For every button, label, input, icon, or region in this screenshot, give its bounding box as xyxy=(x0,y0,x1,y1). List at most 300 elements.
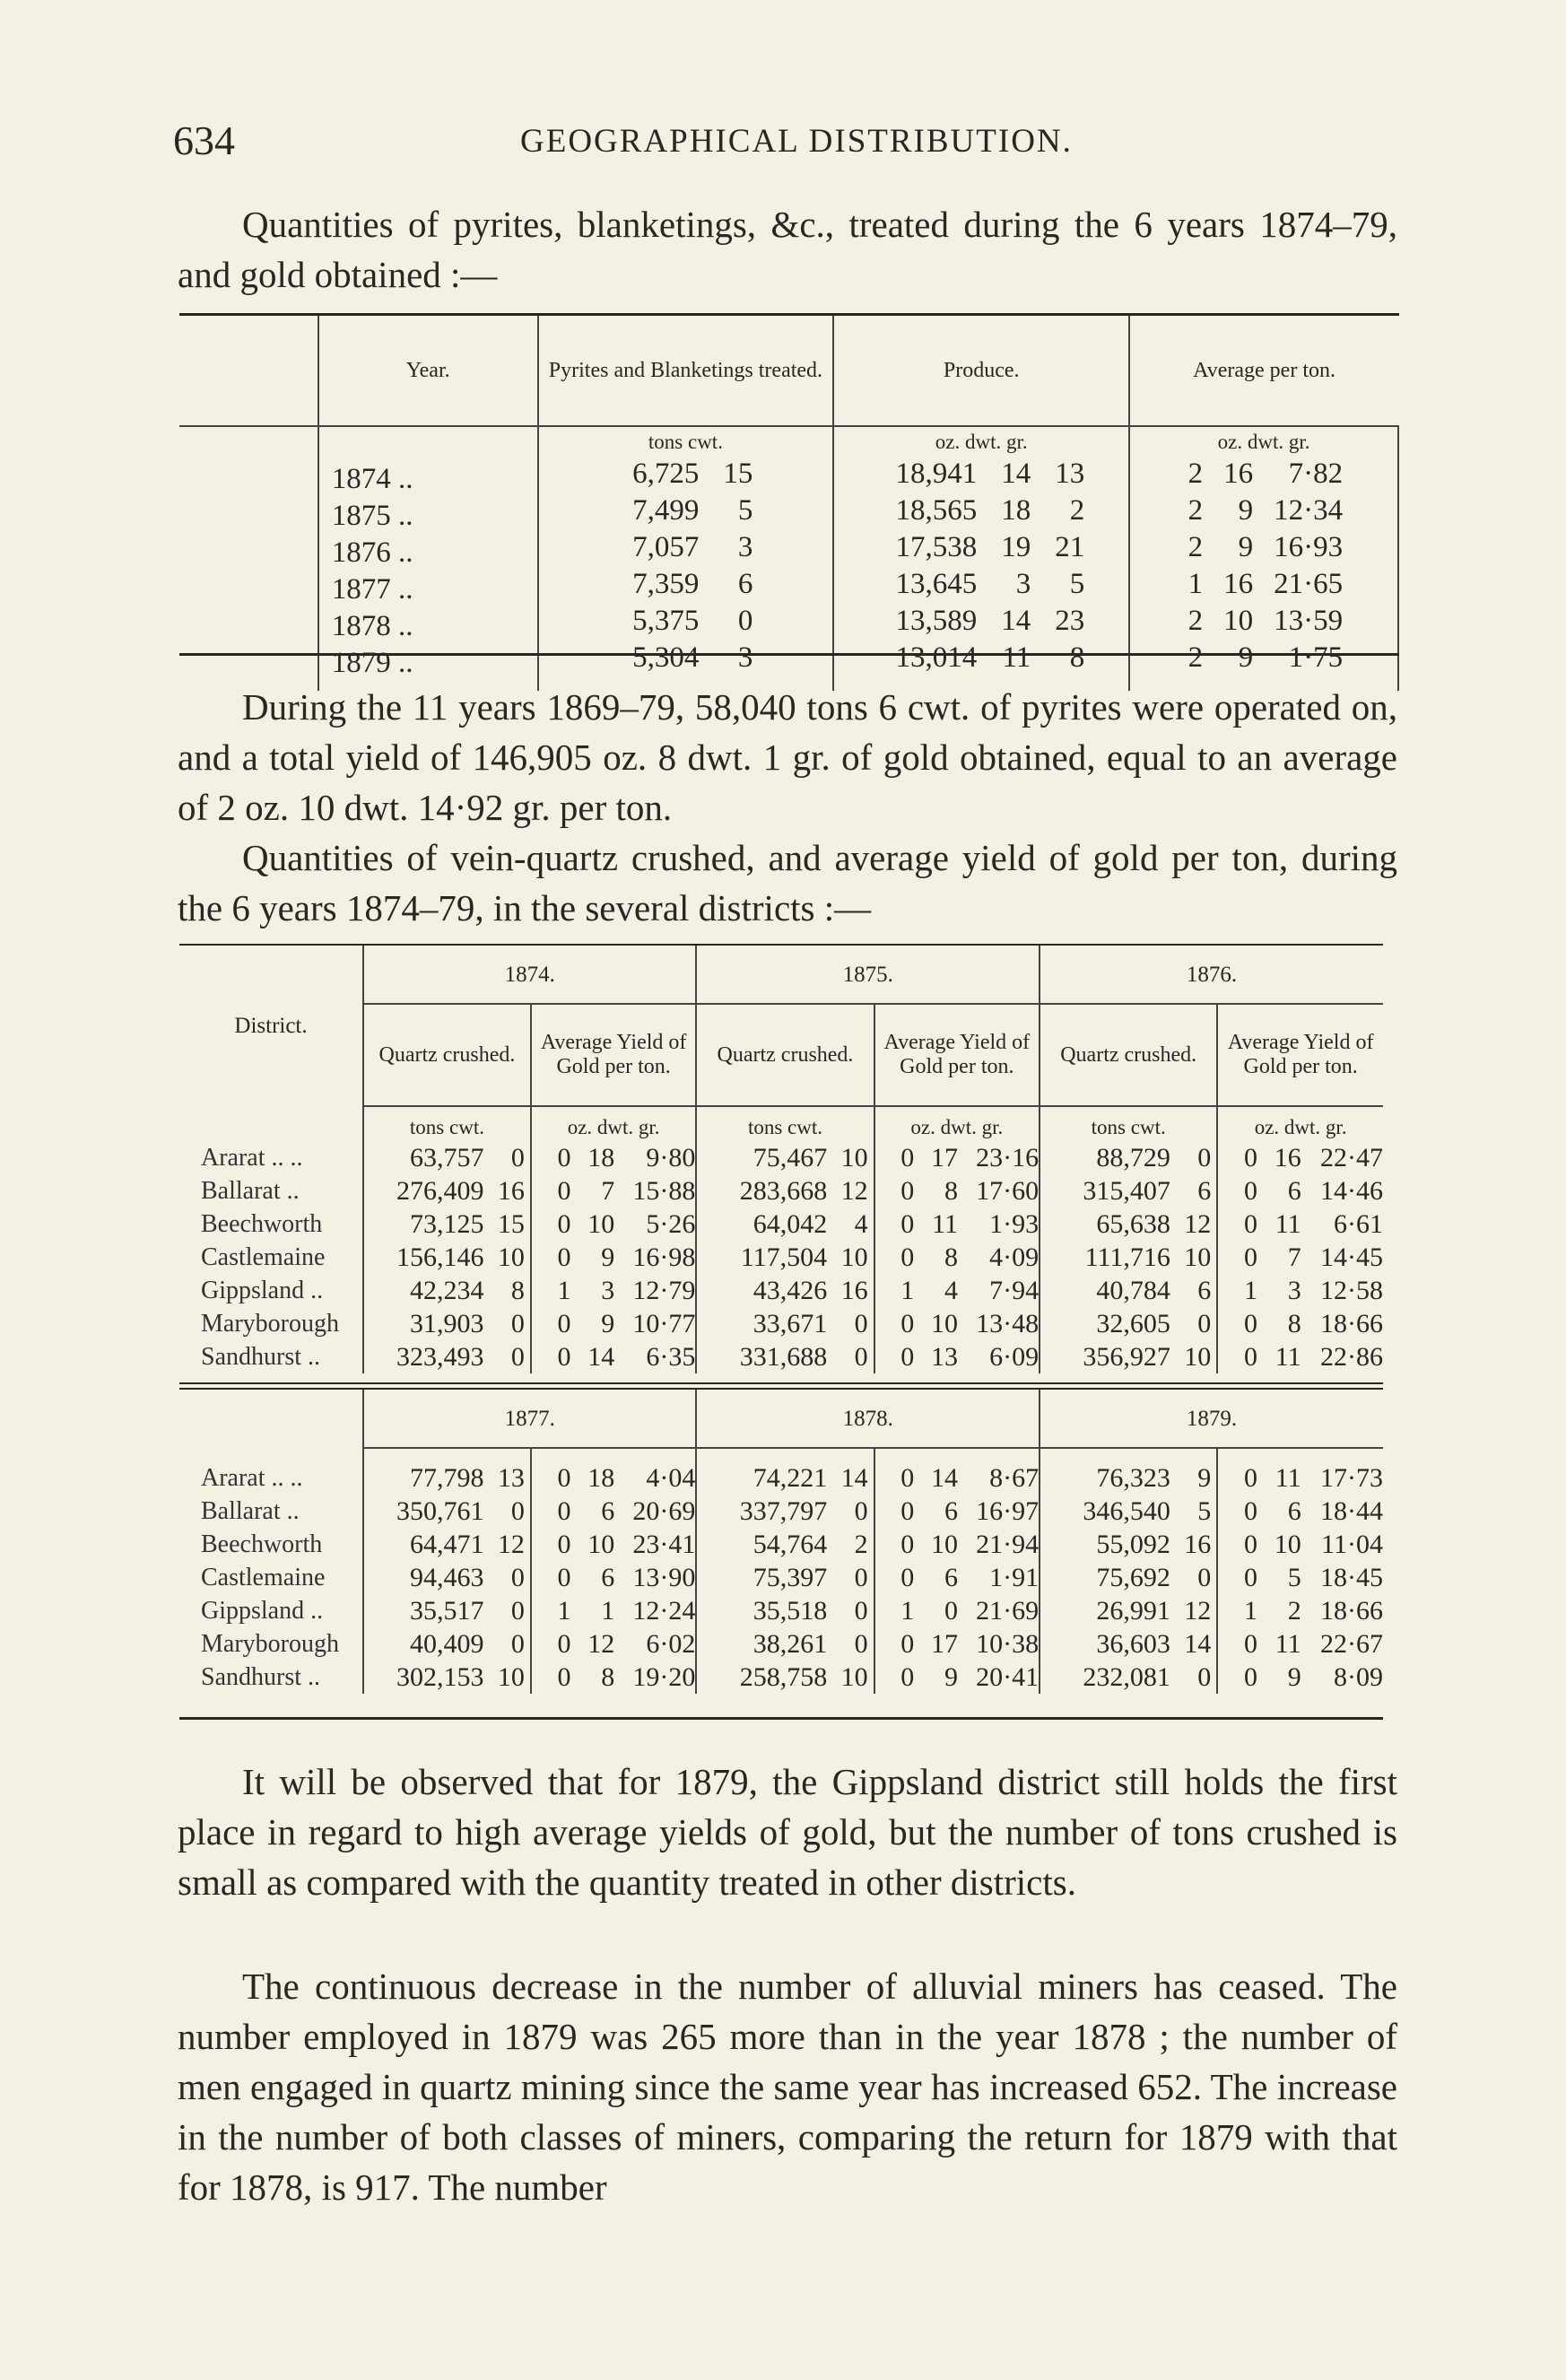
gr-value: 21·94 xyxy=(976,1530,1040,1559)
tons-value: 302,153 xyxy=(363,1661,483,1694)
spacer-cell xyxy=(531,1448,697,1461)
dwt-value: 2 xyxy=(1287,1596,1301,1626)
produce-dwt-cell: 14 xyxy=(1001,458,1031,490)
dwt-value: 9 xyxy=(601,1242,615,1272)
oz-value: 0 xyxy=(874,1307,924,1340)
oz-value: 1 xyxy=(1217,1594,1266,1627)
oz-value: 0 xyxy=(1217,1340,1266,1373)
quartz-crushed-header: Quartz crushed. xyxy=(696,1004,874,1106)
dwt-value: 6 xyxy=(1287,1496,1301,1526)
year-1878-header: 1878. xyxy=(696,1390,1040,1448)
quartz-table-1874-1876 xyxy=(179,946,1383,1373)
average-oz-cell: 2 xyxy=(1188,641,1204,674)
tons-value: 42,234 xyxy=(363,1274,483,1307)
running-title: GEOGRAPHICAL DISTRIBUTION. xyxy=(520,123,1073,160)
year-values-cell: 1877 .. xyxy=(331,573,413,606)
oz-value: 0 xyxy=(1217,1461,1266,1495)
gr-value: 19·20 xyxy=(632,1662,696,1692)
year-1877-header: 1877. xyxy=(363,1390,696,1448)
pyrites-tons-cell: 7,057 xyxy=(632,531,700,563)
tons-unit: tons cwt. xyxy=(363,1106,531,1141)
table1-bottom-rule xyxy=(179,653,1399,656)
tons-value: 73,125 xyxy=(363,1207,483,1241)
pyrites-cwt-cell: 3 xyxy=(737,531,753,563)
gr-value: 15·88 xyxy=(632,1176,696,1206)
gr-value: 23·41 xyxy=(632,1530,696,1559)
produce-gr-cell: 5 xyxy=(1069,568,1085,600)
oz-value: 0 xyxy=(1217,1528,1266,1561)
tons-value: 331,688 xyxy=(696,1340,827,1373)
gr-value: 20·69 xyxy=(632,1496,696,1526)
cwt-value: 0 xyxy=(854,1342,868,1372)
dwt-value: 6 xyxy=(601,1496,615,1526)
gr-value: 16·98 xyxy=(632,1242,696,1272)
average-values xyxy=(1130,456,1397,676)
page-number: 634 xyxy=(173,118,235,163)
pyrites-cwt xyxy=(720,456,753,676)
year-column xyxy=(318,426,538,691)
blank-cell xyxy=(179,426,318,691)
oz-value: 0 xyxy=(1217,1174,1266,1207)
tons-value: 38,261 xyxy=(696,1627,827,1661)
cwt-value: 16 xyxy=(840,1276,868,1305)
gr-value: 22·47 xyxy=(1320,1143,1383,1173)
oz-value: 0 xyxy=(1217,1241,1266,1274)
oz-value: 0 xyxy=(874,1627,924,1661)
avg-unit: oz. dwt. gr. xyxy=(531,1106,697,1141)
table-row xyxy=(179,1627,1383,1661)
tons-value: 258,758 xyxy=(696,1661,827,1694)
average-units: oz. dwt. gr. xyxy=(1217,431,1310,453)
tons-value: 26,991 xyxy=(1040,1594,1170,1627)
average-dwt xyxy=(1221,456,1253,676)
produce-gr-cell: 13 xyxy=(1055,458,1085,490)
dwt-value: 4 xyxy=(944,1276,958,1305)
average-dwt-cell: 9 xyxy=(1238,494,1254,527)
tons-value: 75,467 xyxy=(696,1141,827,1174)
pyrites-column xyxy=(538,426,834,691)
average-gr-cell: 1·75 xyxy=(1288,641,1344,674)
tons-value: 232,081 xyxy=(1040,1661,1170,1694)
cwt-value: 16 xyxy=(497,1176,525,1206)
produce-dwt xyxy=(995,456,1031,676)
average-column xyxy=(1129,426,1398,691)
average-dwt-cell: 10 xyxy=(1223,605,1254,637)
oz-value: 0 xyxy=(531,1661,580,1694)
cwt-value: 0 xyxy=(510,1629,525,1659)
district-name: Castlemaine xyxy=(201,1243,326,1271)
tons-value: 276,409 xyxy=(363,1174,483,1207)
pyrites-units: tons cwt. xyxy=(648,431,723,453)
gr-value: 22·86 xyxy=(1320,1342,1383,1372)
oz-value: 0 xyxy=(531,1241,580,1274)
oz-value: 1 xyxy=(874,1594,924,1627)
oz-value: 0 xyxy=(531,1307,580,1340)
average-yield-header: Average Yield of Gold per ton. xyxy=(1217,1004,1383,1106)
gr-value: 20·41 xyxy=(976,1662,1040,1692)
dwt-value: 3 xyxy=(1287,1276,1301,1305)
dwt-value: 5 xyxy=(1287,1563,1301,1592)
tons-value: 77,798 xyxy=(363,1461,483,1495)
dwt-value: 17 xyxy=(930,1143,958,1173)
dwt-value: 17 xyxy=(930,1629,958,1659)
blank-unit-cell xyxy=(179,1106,363,1141)
tons-value: 65,638 xyxy=(1040,1207,1170,1241)
tons-value: 356,927 xyxy=(1040,1340,1170,1373)
cwt-value: 0 xyxy=(510,1342,525,1372)
cwt-value: 0 xyxy=(510,1596,525,1626)
produce-column xyxy=(833,426,1129,691)
dwt-value: 18 xyxy=(587,1463,615,1493)
dwt-value: 14 xyxy=(930,1463,958,1493)
average-oz-cell: 2 xyxy=(1188,531,1204,563)
year-values-cell: 1879 .. xyxy=(331,647,413,679)
table-row xyxy=(179,1274,1383,1307)
tons-value: 36,603 xyxy=(1040,1627,1170,1661)
average-dwt-cell: 16 xyxy=(1223,458,1254,490)
gr-value: 12·58 xyxy=(1320,1276,1383,1305)
gr-value: 13·90 xyxy=(632,1563,696,1592)
oz-value: 0 xyxy=(874,1495,924,1528)
produce-gr-cell: 21 xyxy=(1055,531,1085,563)
produce-oz-cell: 17,538 xyxy=(895,531,978,563)
oz-value: 0 xyxy=(531,1528,580,1561)
dwt-value: 9 xyxy=(944,1662,958,1692)
cwt-value: 13 xyxy=(497,1463,525,1493)
spacer-cell xyxy=(874,1448,1040,1461)
produce-gr xyxy=(1048,456,1084,676)
pyrites-tons-cell: 7,359 xyxy=(632,568,700,600)
district-name: Beechworth xyxy=(201,1530,323,1558)
dwt-value: 11 xyxy=(1275,1463,1301,1493)
cwt-value: 0 xyxy=(510,1563,525,1592)
produce-dwt-cell: 19 xyxy=(1001,531,1031,563)
cwt-value: 14 xyxy=(1184,1629,1212,1659)
oz-value: 0 xyxy=(1217,1627,1266,1661)
blank-header xyxy=(179,316,318,426)
pyrites-cwt-cell: 6 xyxy=(737,568,753,600)
table-row xyxy=(179,1528,1383,1561)
oz-value: 0 xyxy=(874,1141,924,1174)
cwt-value: 10 xyxy=(840,1662,868,1692)
gr-value: 13·48 xyxy=(976,1309,1040,1338)
gr-value: 22·67 xyxy=(1320,1629,1383,1659)
pyrites-summary-paragraph: During the 11 years 1869–79, 58,040 tons 6 cwt. of pyrites were operated on, and a total yield of 146,905 oz. 8 dwt. 1 gr. of gold obtained, equal to an average of 2 oz. 10 dwt. 14·92 gr. per ton. xyxy=(178,686,1397,828)
quartz-table-1877-1879 xyxy=(179,1390,1383,1694)
tons-value: 283,668 xyxy=(696,1174,827,1207)
gr-value: 6·61 xyxy=(1334,1209,1383,1239)
tons-value: 75,692 xyxy=(1040,1561,1170,1594)
dwt-value: 6 xyxy=(601,1563,615,1592)
oz-value: 0 xyxy=(531,1461,580,1495)
cwt-value: 12 xyxy=(1184,1596,1212,1626)
cwt-value: 0 xyxy=(854,1309,868,1338)
gr-value: 10·38 xyxy=(976,1629,1040,1659)
average-gr-cell: 16·93 xyxy=(1274,531,1344,563)
gr-value: 14·45 xyxy=(1320,1242,1383,1272)
cwt-value: 0 xyxy=(510,1496,525,1526)
gr-value: 1·93 xyxy=(989,1209,1040,1239)
tons-value: 88,729 xyxy=(1040,1141,1170,1174)
gr-value: 10·77 xyxy=(632,1309,696,1338)
year-header: Year. xyxy=(318,316,538,426)
tons-value: 75,397 xyxy=(696,1561,827,1594)
gr-value: 18·45 xyxy=(1320,1563,1383,1592)
table-row xyxy=(179,1141,1383,1174)
district-name: Ballarat .. xyxy=(201,1497,300,1525)
dwt-value: 7 xyxy=(601,1176,615,1206)
tons-value: 35,517 xyxy=(363,1594,483,1627)
tons-value: 63,757 xyxy=(363,1141,483,1174)
average-dwt-cell: 16 xyxy=(1223,568,1254,600)
table-row xyxy=(179,1241,1383,1274)
tons-unit: tons cwt. xyxy=(1040,1106,1217,1141)
dwt-value: 1 xyxy=(601,1596,615,1626)
spacer-cell xyxy=(696,1448,874,1461)
gr-value: 6·09 xyxy=(989,1342,1040,1372)
district-name: Maryborough xyxy=(201,1630,339,1658)
oz-value: 1 xyxy=(531,1274,580,1307)
year-values-cell: 1878 .. xyxy=(331,610,413,642)
tons-value: 40,409 xyxy=(363,1627,483,1661)
pyrites-tons-cell: 7,499 xyxy=(632,494,700,527)
average-oz-cell: 2 xyxy=(1188,605,1204,637)
dwt-value: 10 xyxy=(587,1209,615,1239)
cwt-value: 2 xyxy=(854,1530,868,1559)
page-header xyxy=(0,117,1566,170)
dwt-value: 7 xyxy=(1287,1242,1301,1272)
oz-value: 0 xyxy=(874,1561,924,1594)
tons-value: 350,761 xyxy=(363,1495,483,1528)
cwt-value: 0 xyxy=(854,1629,868,1659)
cwt-value: 6 xyxy=(1197,1276,1212,1305)
oz-value: 0 xyxy=(1217,1141,1266,1174)
oz-value: 0 xyxy=(874,1174,924,1207)
dwt-value: 11 xyxy=(932,1209,958,1239)
tons-value: 323,493 xyxy=(363,1340,483,1373)
cwt-value: 0 xyxy=(510,1143,525,1173)
produce-oz-cell: 18,941 xyxy=(895,458,978,490)
oz-value: 0 xyxy=(1217,1561,1266,1594)
gr-value: 12·79 xyxy=(632,1276,696,1305)
district-name: Ballarat .. xyxy=(201,1177,300,1205)
oz-value: 0 xyxy=(531,1495,580,1528)
cwt-value: 0 xyxy=(1197,1563,1212,1592)
average-dwt-cell: 9 xyxy=(1238,531,1254,563)
gr-value: 6·35 xyxy=(646,1342,696,1372)
district-header: District. xyxy=(234,1014,308,1038)
cwt-value: 5 xyxy=(1197,1496,1212,1526)
table-row xyxy=(179,1340,1383,1373)
dwt-value: 18 xyxy=(587,1143,615,1173)
average-yield-header: Average Yield of Gold per ton. xyxy=(874,1004,1040,1106)
cwt-value: 0 xyxy=(854,1496,868,1526)
pyrites-tons xyxy=(618,456,699,676)
tons-value: 76,323 xyxy=(1040,1461,1170,1495)
dwt-value: 8 xyxy=(1287,1309,1301,1338)
avg-unit: oz. dwt. gr. xyxy=(1217,1106,1383,1141)
produce-dwt-cell: 3 xyxy=(1015,568,1031,600)
gr-value: 23·16 xyxy=(976,1143,1040,1173)
average-gr xyxy=(1271,456,1343,676)
produce-values xyxy=(834,456,1128,676)
average-gr-cell: 12·34 xyxy=(1274,494,1344,527)
produce-oz xyxy=(878,456,977,676)
table-row xyxy=(179,1661,1383,1694)
cwt-value: 12 xyxy=(840,1176,868,1206)
produce-oz-cell: 13,645 xyxy=(895,568,978,600)
year-1875-header: 1875. xyxy=(696,946,1040,1004)
gr-value: 17·60 xyxy=(976,1176,1040,1206)
cwt-value: 0 xyxy=(854,1563,868,1592)
year-values-cell: 1876 .. xyxy=(331,536,413,569)
district-name: Ararat .. .. xyxy=(201,1464,303,1492)
table-row xyxy=(179,1594,1383,1627)
tons-value: 54,764 xyxy=(696,1528,827,1561)
dwt-value: 9 xyxy=(601,1309,615,1338)
table-row xyxy=(179,1495,1383,1528)
oz-value: 0 xyxy=(1217,1307,1266,1340)
tons-value: 346,540 xyxy=(1040,1495,1170,1528)
table2-mid-rule xyxy=(179,1382,1383,1384)
district-name: Castlemaine xyxy=(201,1564,326,1591)
table2-bottom-rule xyxy=(179,1717,1383,1720)
gr-value: 1·91 xyxy=(989,1563,1040,1592)
intro-paragraph: Quantities of pyrites, blanketings, &c., treated during the 6 years 1874–79, and gold obtained :— xyxy=(178,204,1397,295)
avg-unit: oz. dwt. gr. xyxy=(874,1106,1040,1141)
pyrites-tons-cell: 6,725 xyxy=(632,458,700,490)
tons-value: 33,671 xyxy=(696,1307,827,1340)
produce-gr-cell: 2 xyxy=(1069,494,1085,527)
cwt-value: 12 xyxy=(1184,1209,1212,1239)
gr-value: 9·80 xyxy=(646,1143,696,1173)
district-name: Gippsland .. xyxy=(201,1597,324,1625)
district-header xyxy=(179,1390,363,1448)
gr-value: 8·67 xyxy=(989,1463,1040,1493)
cwt-value: 0 xyxy=(854,1596,868,1626)
district-name: Sandhurst .. xyxy=(201,1343,320,1371)
oz-value: 0 xyxy=(874,1528,924,1561)
oz-value: 0 xyxy=(1217,1661,1266,1694)
district-name: Beechworth xyxy=(201,1210,323,1238)
oz-value: 0 xyxy=(1217,1495,1266,1528)
cwt-value: 12 xyxy=(497,1530,525,1559)
tons-value: 74,221 xyxy=(696,1461,827,1495)
dwt-value: 11 xyxy=(1275,1209,1301,1239)
dwt-value: 6 xyxy=(1287,1176,1301,1206)
quartz-crushed-header: Quartz crushed. xyxy=(1040,1004,1217,1106)
cwt-value: 10 xyxy=(497,1242,525,1272)
pyrites-tons-cell: 5,375 xyxy=(632,605,700,637)
year-list xyxy=(332,461,537,682)
tons-value: 315,407 xyxy=(1040,1174,1170,1207)
oz-value: 1 xyxy=(874,1274,924,1307)
average-header: Average per ton. xyxy=(1129,316,1398,426)
tons-value: 156,146 xyxy=(363,1241,483,1274)
oz-value: 0 xyxy=(531,1340,580,1373)
produce-oz-cell: 13,014 xyxy=(895,641,978,674)
average-gr-cell: 13·59 xyxy=(1274,605,1344,637)
district-name: Gippsland .. xyxy=(201,1277,324,1304)
cwt-value: 16 xyxy=(1184,1530,1212,1559)
tons-value: 94,463 xyxy=(363,1561,483,1594)
produce-gr-cell: 8 xyxy=(1069,641,1085,674)
oz-value: 0 xyxy=(531,1207,580,1241)
produce-oz-cell: 13,589 xyxy=(895,605,978,637)
cwt-value: 8 xyxy=(510,1276,525,1305)
dwt-value: 9 xyxy=(1287,1662,1301,1692)
oz-value: 0 xyxy=(874,1241,924,1274)
dwt-value: 10 xyxy=(1274,1530,1301,1559)
dwt-value: 11 xyxy=(1275,1342,1301,1372)
produce-units: oz. dwt. gr. xyxy=(935,431,1028,453)
dwt-value: 8 xyxy=(944,1242,958,1272)
dwt-value: 16 xyxy=(1274,1143,1301,1173)
cwt-value: 0 xyxy=(1197,1143,1212,1173)
tons-unit: tons cwt. xyxy=(696,1106,874,1141)
produce-oz-cell: 18,565 xyxy=(895,494,978,527)
dwt-value: 13 xyxy=(930,1342,958,1372)
gr-value: 4·09 xyxy=(989,1242,1040,1272)
table-row xyxy=(179,1461,1383,1495)
table-row xyxy=(179,1174,1383,1207)
cwt-value: 10 xyxy=(497,1662,525,1692)
tons-value: 40,784 xyxy=(1040,1274,1170,1307)
tons-value: 32,605 xyxy=(1040,1307,1170,1340)
dwt-value: 10 xyxy=(930,1530,958,1559)
tons-value: 64,042 xyxy=(696,1207,827,1241)
pyrites-header: Pyrites and Blanketings treated. xyxy=(538,316,834,426)
produce-dwt-cell: 14 xyxy=(1001,605,1031,637)
pyrites-cwt-cell: 3 xyxy=(737,641,753,674)
spacer-cell xyxy=(363,1448,531,1461)
oz-value: 0 xyxy=(531,1627,580,1661)
pyrites-cwt-cell: 0 xyxy=(737,605,753,637)
dwt-value: 12 xyxy=(587,1629,615,1659)
cwt-value: 15 xyxy=(497,1209,525,1239)
year-1879-header: 1879. xyxy=(1040,1390,1383,1448)
gr-value: 18·44 xyxy=(1320,1496,1383,1526)
cwt-value: 14 xyxy=(840,1463,868,1493)
tons-value: 43,426 xyxy=(696,1274,827,1307)
spacer-cell xyxy=(1217,1448,1383,1461)
gr-value: 16·97 xyxy=(976,1496,1040,1526)
oz-value: 0 xyxy=(874,1340,924,1373)
pyrites-values xyxy=(539,456,833,676)
quartz-intro-paragraph: Quantities of vein-quartz crushed, and average yield of gold per ton, during the 6 years 1874–79, in the several districts :— xyxy=(178,837,1397,928)
dwt-value: 0 xyxy=(944,1596,958,1626)
cwt-value: 10 xyxy=(1184,1242,1212,1272)
tons-value: 64,471 xyxy=(363,1528,483,1561)
dwt-value: 10 xyxy=(930,1309,958,1338)
year-values xyxy=(332,461,537,682)
cwt-value: 0 xyxy=(510,1309,525,1338)
tons-value: 35,518 xyxy=(696,1594,827,1627)
dwt-value: 8 xyxy=(944,1176,958,1206)
tons-value: 117,504 xyxy=(696,1241,827,1274)
cwt-value: 6 xyxy=(1197,1176,1212,1206)
miners-paragraph: The continuous decrease in the number of alluvial miners has ceased. The number employed in 1879 was 265 more than in the year 1878 ; the number of men engaged in quartz mining since the same year has increased 652. The increase in the number of both classes of miners, comparing the return for 1879 with that for 1878, is 917. The number xyxy=(178,1966,1397,2208)
oz-value: 0 xyxy=(531,1174,580,1207)
average-oz-cell: 1 xyxy=(1188,568,1204,600)
oz-value: 0 xyxy=(874,1207,924,1241)
year-values-cell: 1875 .. xyxy=(331,500,413,532)
oz-value: 1 xyxy=(531,1594,580,1627)
cwt-value: 10 xyxy=(840,1242,868,1272)
cwt-value: 0 xyxy=(1197,1309,1212,1338)
cwt-value: 10 xyxy=(1184,1342,1212,1372)
gr-value: 6·02 xyxy=(646,1629,696,1659)
